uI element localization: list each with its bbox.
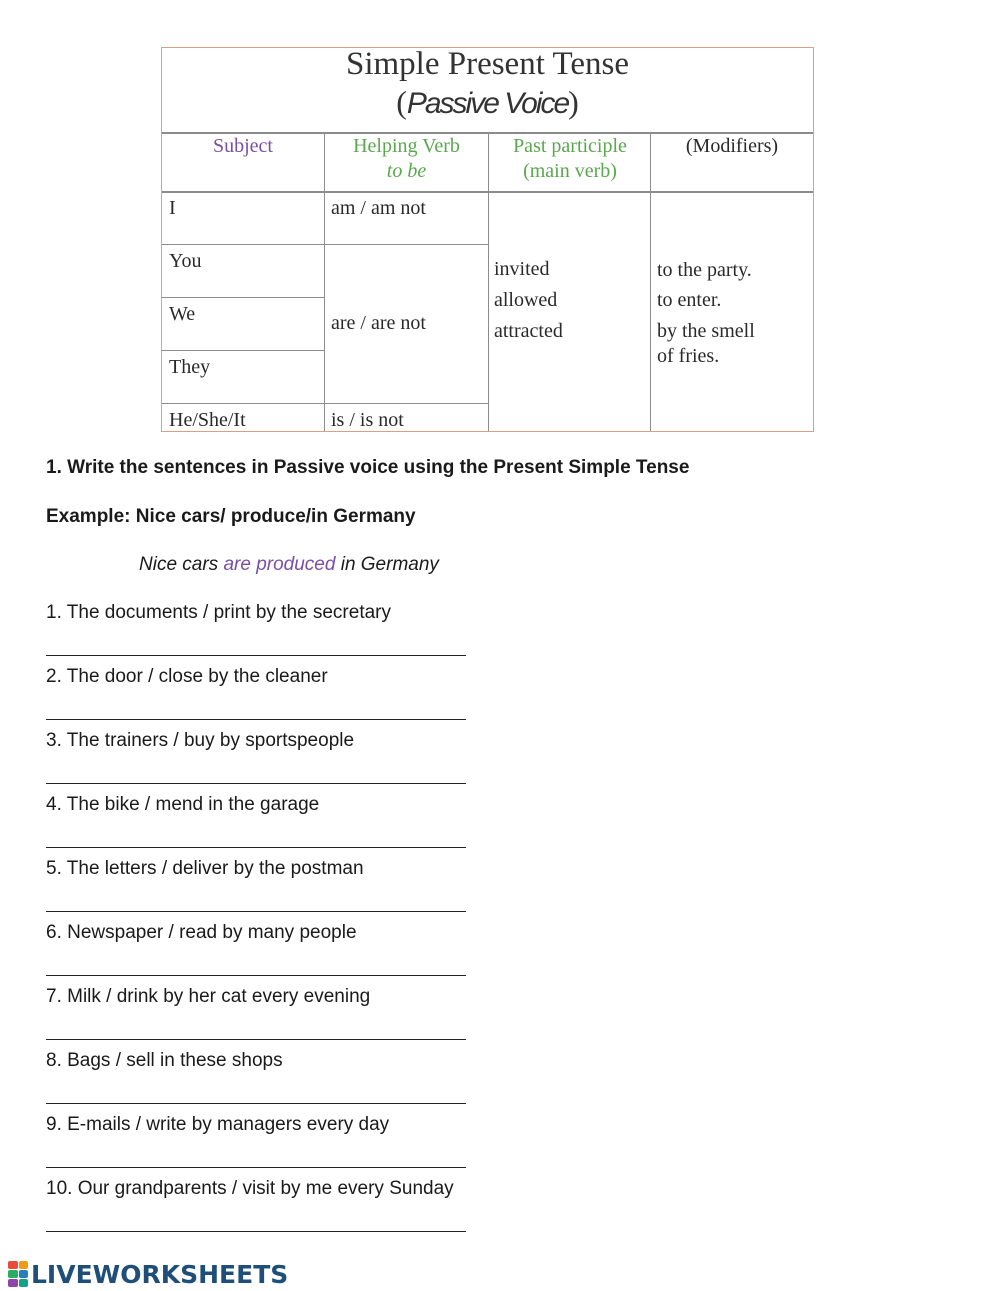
answer-line[interactable]: [46, 847, 466, 848]
header-to-be: to be: [386, 160, 427, 182]
table-title-line1: Simple Present Tense: [345, 46, 630, 82]
table-title: [162, 48, 813, 134]
exercise-item: 6. Newspaper / read by many people: [46, 922, 357, 943]
exercise-item: 10. Our grandparents / visit by me every Sunday: [46, 1178, 454, 1199]
exercise-item: 4. The bike / mend in the garage: [46, 794, 320, 815]
participle-cell: allowed: [494, 289, 558, 311]
row-divider: [162, 403, 488, 404]
answer-line[interactable]: [46, 783, 466, 784]
exercise-item: 9. E-mails / write by managers every day: [46, 1114, 390, 1135]
column-divider: [488, 132, 489, 431]
answer-line[interactable]: [46, 1039, 466, 1040]
participle-cell: invited: [494, 258, 550, 280]
answer-line[interactable]: [46, 975, 466, 976]
column-divider: [324, 132, 325, 431]
helping-verb-cell: am / am not: [331, 197, 426, 219]
header-modifiers: (Modifiers): [685, 135, 779, 157]
header-helping-verb: Helping Verb: [353, 135, 460, 157]
example-highlight: are produced: [223, 554, 336, 575]
helping-verb-cell: are / are not: [331, 312, 426, 334]
header-past-participle: Past participle: [513, 135, 627, 157]
example-answer: Nice cars are produced in Germany: [139, 554, 439, 575]
modifier-cell: by the smell: [657, 320, 755, 342]
row-divider: [162, 350, 324, 351]
example-prompt: Example: Nice cars/ produce/in Germany: [46, 506, 416, 527]
exercise-item: 5. The letters / deliver by the postman: [46, 858, 364, 879]
brand-name: LIVEWORKSHEETS: [31, 1259, 289, 1289]
row-divider: [162, 297, 324, 298]
subject-cell: He/She/It: [169, 409, 246, 431]
exercise-item: 8. Bags / sell in these shops: [46, 1050, 283, 1071]
helping-verb-cell: is / is not: [331, 409, 404, 431]
answer-line[interactable]: [46, 911, 466, 912]
answer-line[interactable]: [46, 655, 466, 656]
subject-cell: You: [169, 250, 202, 272]
header-main-verb: (main verb): [523, 160, 617, 182]
modifier-cell: to the party.: [657, 259, 752, 281]
exercise-item: 3. The trainers / buy by sportspeople: [46, 730, 355, 751]
modifier-cell: to enter.: [657, 289, 722, 311]
answer-line[interactable]: [46, 1231, 466, 1232]
modifier-cell: of fries.: [657, 345, 720, 367]
answer-line[interactable]: [46, 719, 466, 720]
exercise-item: 1. The documents / print by the secretary: [46, 602, 391, 623]
subject-cell: I: [169, 197, 176, 219]
column-divider: [650, 132, 651, 431]
row-divider: [162, 244, 488, 245]
exercise-instruction: 1. Write the sentences in Passive voice using the Present Simple Tense: [46, 457, 690, 478]
exercise-item: 7. Milk / drink by her cat every evening: [46, 986, 371, 1007]
subject-cell: They: [169, 356, 211, 378]
answer-line[interactable]: [46, 1167, 466, 1168]
subject-cell: We: [169, 303, 196, 325]
exercise-item: 2. The door / close by the cleaner: [46, 666, 328, 687]
passive-voice-table: [161, 47, 814, 432]
answer-line[interactable]: [46, 1103, 466, 1104]
table-title-line2: (Passive Voice): [396, 84, 579, 120]
liveworksheets-logo: [8, 1258, 288, 1290]
participle-cell: attracted: [494, 320, 563, 342]
header-subject: Subject: [213, 135, 273, 157]
liveworksheets-logo-icon: [8, 1261, 28, 1287]
table-title-italic: Passive Voice: [406, 87, 569, 120]
